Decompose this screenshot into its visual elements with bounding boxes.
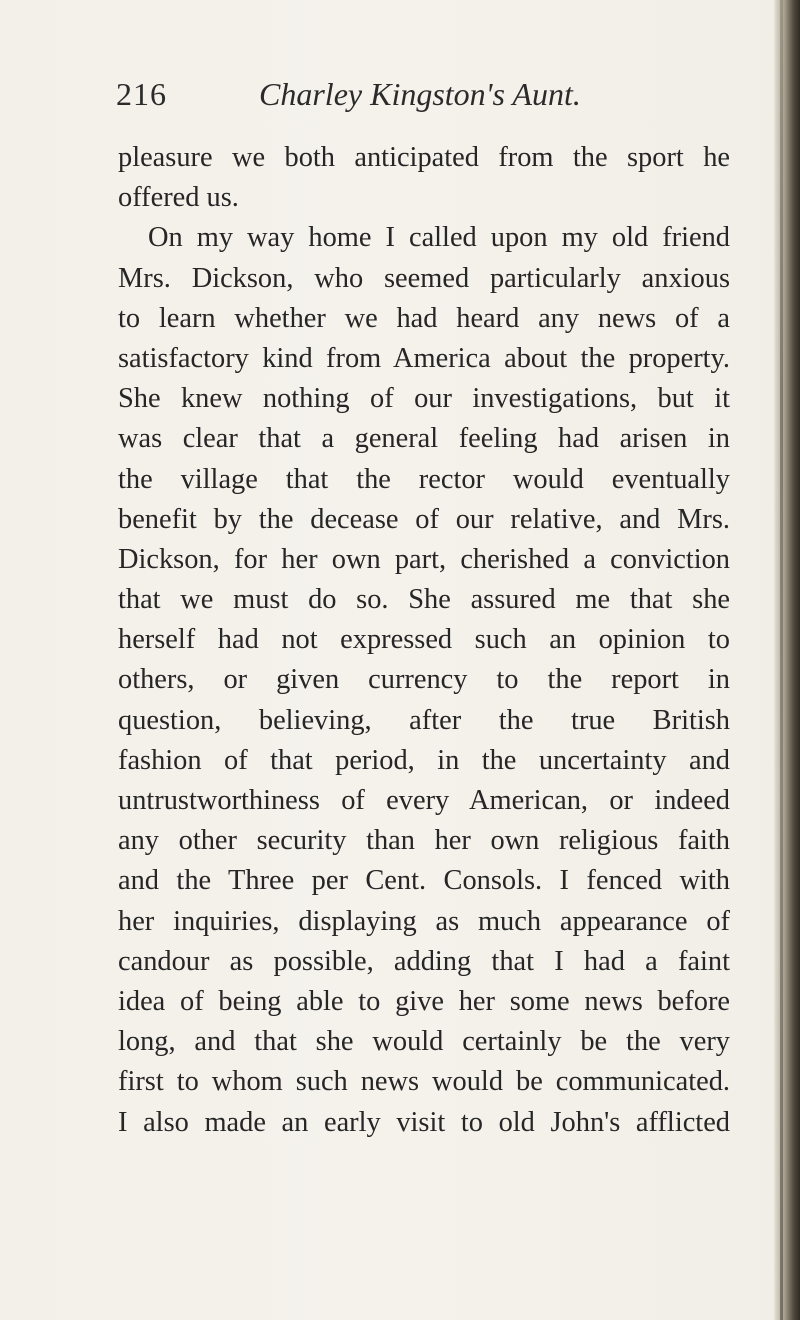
text-line: long, and that she would certainly be the very — [118, 1026, 730, 1058]
text-line: fashion of that period, in the uncertainty and — [118, 744, 730, 776]
page-number: 216 — [116, 76, 167, 112]
text-line: the village that the rector would eventually — [118, 463, 730, 495]
text-line: her inquiries, displaying as much appearance of — [118, 905, 730, 937]
text-line: was clear that a general feeling had arisen in — [118, 423, 730, 455]
text-line: pleasure we both anticipated from the sport he — [118, 142, 730, 173]
text-line: question, believing, after the true British — [118, 704, 730, 736]
text-line: that we must do so. She assured me that she — [118, 584, 730, 616]
text-line: satisfactory kind from America about the property. — [118, 342, 730, 374]
text-line: She knew nothing of our investigations, but it — [118, 383, 730, 415]
text-line: candour as possible, adding that I had a faint — [118, 945, 730, 977]
body-text — [118, 138, 730, 1143]
text-line: idea of being able to give her some news before — [118, 985, 730, 1017]
text-line: and the Three per Cent. Consols. I fenced with — [118, 865, 730, 897]
text-line: On my way home I called upon my old friend — [148, 222, 730, 254]
text-line: offered us. — [118, 182, 239, 214]
text-line: first to whom such news would be communicated. — [118, 1066, 730, 1098]
text-line: benefit by the decease of our relative, and Mrs. — [118, 503, 730, 535]
text-line: any other security than her own religious faith — [118, 825, 730, 857]
text-line: herself had not expressed such an opinion to — [118, 624, 730, 656]
text-line: I also made an early visit to old John's afflicted — [118, 1106, 730, 1138]
text-line: Mrs. Dickson, who seemed particularly anxious — [118, 262, 730, 294]
text-line: others, or given currency to the report in — [118, 664, 730, 696]
running-head — [116, 76, 776, 122]
text-line: Dickson, for her own part, cherished a conviction — [118, 543, 730, 575]
book-binding-edge — [774, 0, 800, 1320]
text-line: untrustworthiness of every American, or indeed — [118, 785, 730, 816]
text-line: to learn whether we had heard any news of a — [118, 302, 730, 334]
running-title: Charley Kingston's Aunt. — [259, 76, 581, 112]
